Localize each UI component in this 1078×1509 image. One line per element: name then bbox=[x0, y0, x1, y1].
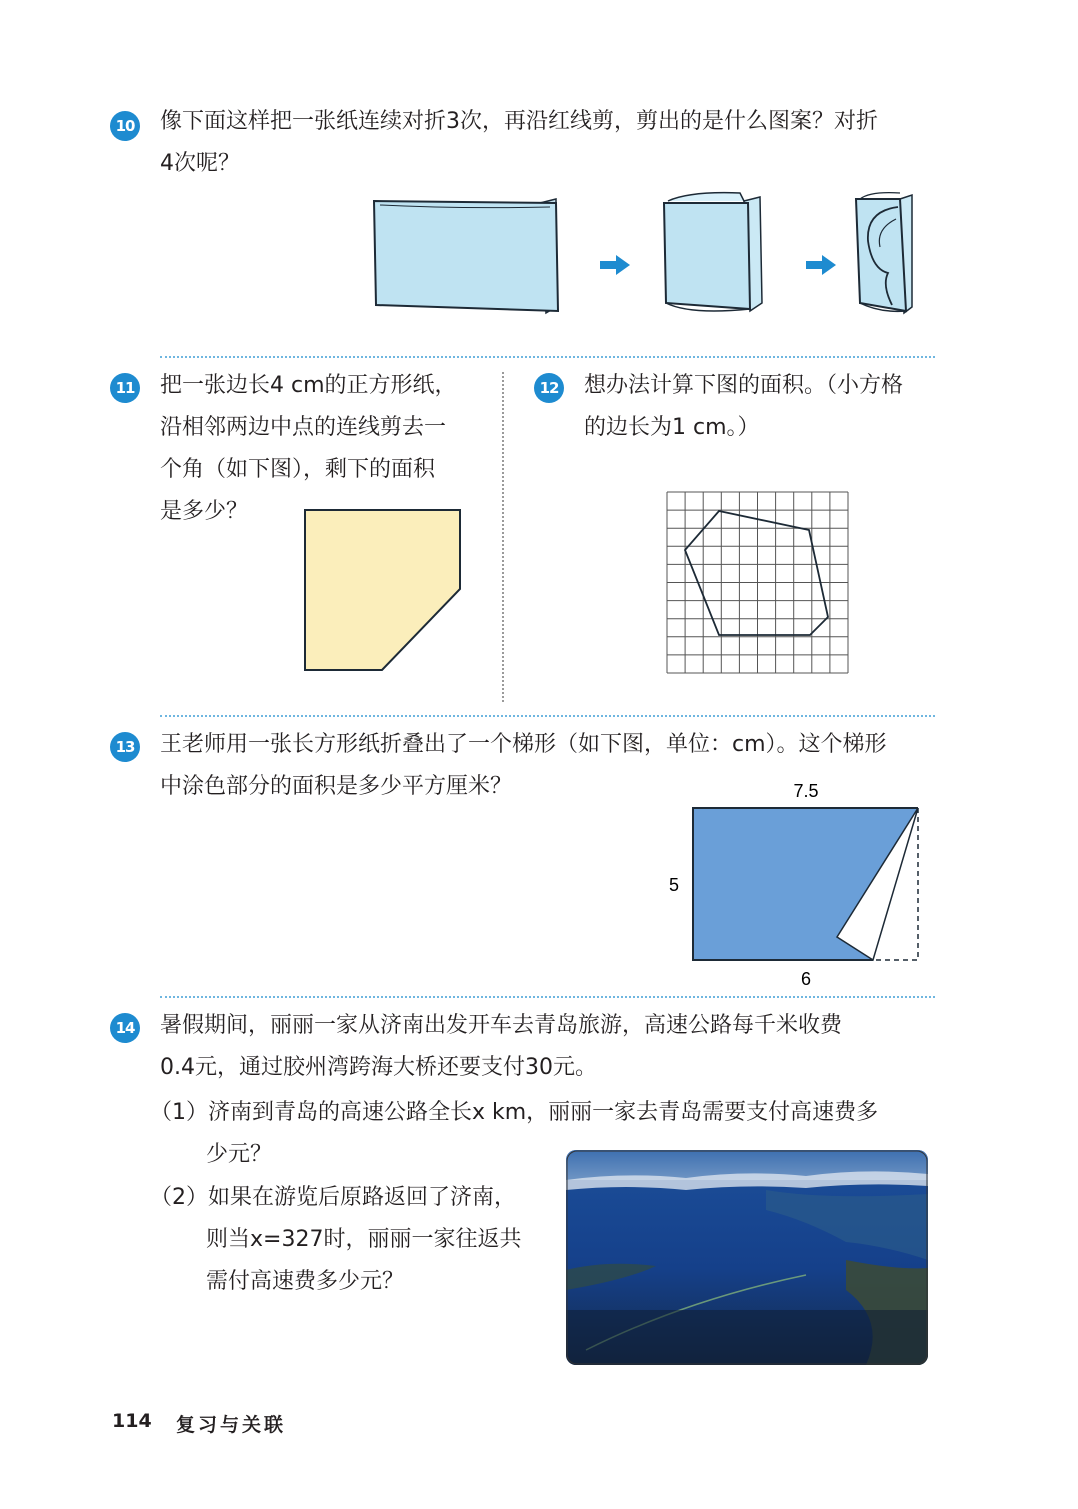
q10-text-line1: 像下面这样把一张纸连续对折3次，再沿红线剪，剪出的是什么图案？对折 bbox=[160, 109, 878, 134]
q14-text-line1: 暑假期间，丽丽一家从济南出发开车去青岛旅游，高速公路每千米收费 bbox=[160, 1013, 843, 1038]
question-number-11: 11 bbox=[110, 373, 140, 403]
label-top-length: 7.5 bbox=[793, 781, 819, 801]
q11-text-line3: 个角（如下图），剩下的面积 bbox=[160, 457, 436, 482]
paper-folded-twice bbox=[664, 193, 762, 311]
arrow-right-icon bbox=[806, 255, 836, 275]
question-number-10: 10 bbox=[110, 111, 140, 141]
q11-text-line2: 沿相邻两边中点的连线剪去一 bbox=[160, 415, 447, 440]
q12-grid-figure bbox=[665, 490, 850, 675]
bay-aerial-photo bbox=[566, 1150, 928, 1365]
q11-text-line4: 是多少？ bbox=[160, 499, 249, 524]
q14-part2-line3: 需付高速费多少元？ bbox=[206, 1269, 405, 1294]
paper-folded-three-times bbox=[856, 193, 912, 313]
section-divider bbox=[160, 996, 935, 998]
q13-text-line2: 中涂色部分的面积是多少平方厘米？ bbox=[160, 774, 513, 799]
section-divider bbox=[160, 356, 935, 358]
paper-folded-once bbox=[374, 199, 558, 313]
q14-part1-line1: （1）济南到青岛的高速公路全长x km，丽丽一家去青岛需要支付高速费多 bbox=[150, 1100, 879, 1125]
column-divider bbox=[502, 372, 504, 702]
label-left-height: 5 bbox=[668, 875, 680, 895]
q11-cut-square-figure bbox=[300, 505, 470, 675]
q10-text-line2: 4次呢？ bbox=[160, 151, 240, 176]
q13-trapezoid-figure bbox=[660, 775, 940, 995]
arrow-right-icon bbox=[600, 255, 630, 275]
page-number: 114 bbox=[112, 1410, 152, 1432]
q12-text-line2: 的边长为1 cm。） bbox=[584, 415, 760, 440]
q10-folding-figure bbox=[360, 185, 930, 320]
label-bottom-length: 6 bbox=[800, 969, 812, 989]
q13-text-line1: 王老师用一张长方形纸折叠出了一个梯形（如下图，单位：cm）。这个梯形 bbox=[160, 732, 887, 757]
chapter-title: 复习与关联 bbox=[176, 1414, 287, 1436]
q14-part2-line1: （2）如果在游览后原路返回了济南， bbox=[150, 1185, 516, 1210]
q14-part1-line2: 少元？ bbox=[206, 1142, 273, 1167]
q11-text-line1: 把一张边长4 cm的正方形纸， bbox=[160, 373, 457, 398]
section-divider bbox=[160, 715, 935, 717]
question-number-14: 14 bbox=[110, 1013, 140, 1043]
question-number-13: 13 bbox=[110, 732, 140, 762]
q12-text-line1: 想办法计算下图的面积。（小方格 bbox=[584, 373, 904, 398]
q14-text-line2: 0.4元，通过胶州湾跨海大桥还要支付30元。 bbox=[160, 1055, 597, 1080]
question-number-12: 12 bbox=[534, 373, 564, 403]
irregular-polygon bbox=[685, 511, 828, 635]
q14-part2-line2: 则当x=327时，丽丽一家往返共 bbox=[206, 1227, 522, 1252]
